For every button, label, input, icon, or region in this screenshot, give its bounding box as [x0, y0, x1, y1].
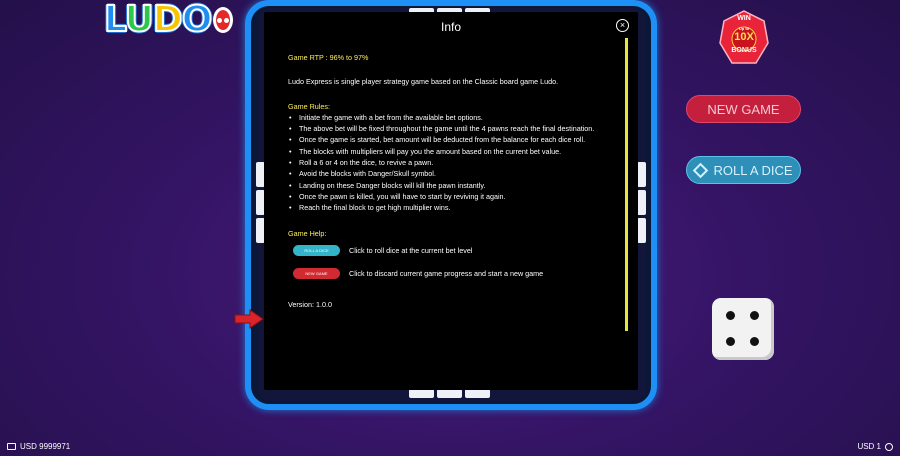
rule-item: • The blocks with multipliers will pay you the amount based on the current bet value.	[288, 146, 618, 157]
new-game-button[interactable]	[686, 95, 801, 123]
board-cell	[637, 218, 646, 243]
roll-dice-label: ROLL A DICE	[713, 162, 793, 178]
rule-item: • Once the game is started, bet amount will be deducted from the balance for each dice roll.	[288, 134, 618, 145]
logo-dice-icon	[213, 7, 233, 33]
rule-item: • Once the pawn is killed, you will have to start by reviving it again.	[288, 191, 618, 202]
new-game-pill: NEW GAME	[293, 268, 340, 279]
help-row-roll	[288, 239, 618, 262]
rule-item: • Landing on these Danger blocks will kill the pawn instantly.	[288, 180, 618, 191]
bet-value: USD 1	[857, 442, 881, 451]
roll-dice-pill: ROLL A DICE	[293, 245, 340, 256]
dice-pip	[750, 311, 759, 320]
bonus-line-bonus: BONUS	[731, 47, 757, 54]
board-cell	[437, 389, 462, 398]
arrow-right-icon	[234, 309, 264, 329]
balance-value: USD 9999971	[20, 442, 71, 451]
close-button[interactable]: ×	[616, 19, 629, 32]
dice-pip	[726, 337, 735, 346]
new-game-label: NEW GAME	[707, 101, 780, 117]
rtp-text: Game RTP : 96% to 97%	[288, 53, 369, 62]
bonus-line-multiplier: 10X	[734, 31, 754, 43]
rules-heading: Game Rules:	[288, 101, 330, 111]
help-text: Click to discard current game progress and start a new game	[349, 268, 544, 278]
help-heading: Game Help:	[288, 228, 327, 238]
bonus-line-win: WIN	[737, 15, 751, 22]
dice-pip	[726, 311, 735, 320]
modal-scrollbar[interactable]	[625, 38, 628, 331]
rules-list	[288, 112, 618, 214]
modal-title: Info	[440, 20, 461, 34]
rule-item: • Reach the final block to get high multiplier wins.	[288, 202, 618, 213]
version-text: Version: 1.0.0	[288, 299, 332, 309]
balance-display	[7, 442, 70, 451]
dice-icon	[692, 162, 708, 178]
dice[interactable]	[712, 298, 774, 360]
description-text: Ludo Express is single player strategy game based on the Classic board game Ludo.	[288, 77, 559, 87]
info-content	[288, 52, 618, 310]
bet-display[interactable]	[857, 442, 893, 451]
logo-text: LUDO	[104, 0, 212, 40]
win-bonus-badge[interactable]	[718, 9, 770, 69]
rule-item: • The above bet will be fixed throughout the game until the 4 pawns reach the final destination.	[288, 123, 618, 134]
ludo-logo	[104, 0, 216, 40]
info-modal	[264, 12, 638, 390]
board-cell	[409, 389, 434, 398]
help-text: Click to roll dice at the current bet level	[349, 245, 473, 255]
dice-pip	[750, 337, 759, 346]
help-row-new	[288, 262, 618, 285]
wallet-icon	[7, 443, 16, 450]
roll-dice-button[interactable]	[686, 156, 801, 184]
board-cell	[637, 190, 646, 215]
board-cell	[465, 389, 490, 398]
coin-icon	[885, 443, 893, 451]
rule-item: • Roll a 6 or 4 on the dice, to revive a pawn.	[288, 157, 618, 168]
rule-item: • Avoid the blocks with Danger/Skull symbol.	[288, 168, 618, 179]
board-cell	[637, 162, 646, 187]
rule-item: • Initiate the game with a bet from the available bet options.	[288, 112, 618, 123]
bonus-line-upto: Up to	[738, 26, 750, 31]
